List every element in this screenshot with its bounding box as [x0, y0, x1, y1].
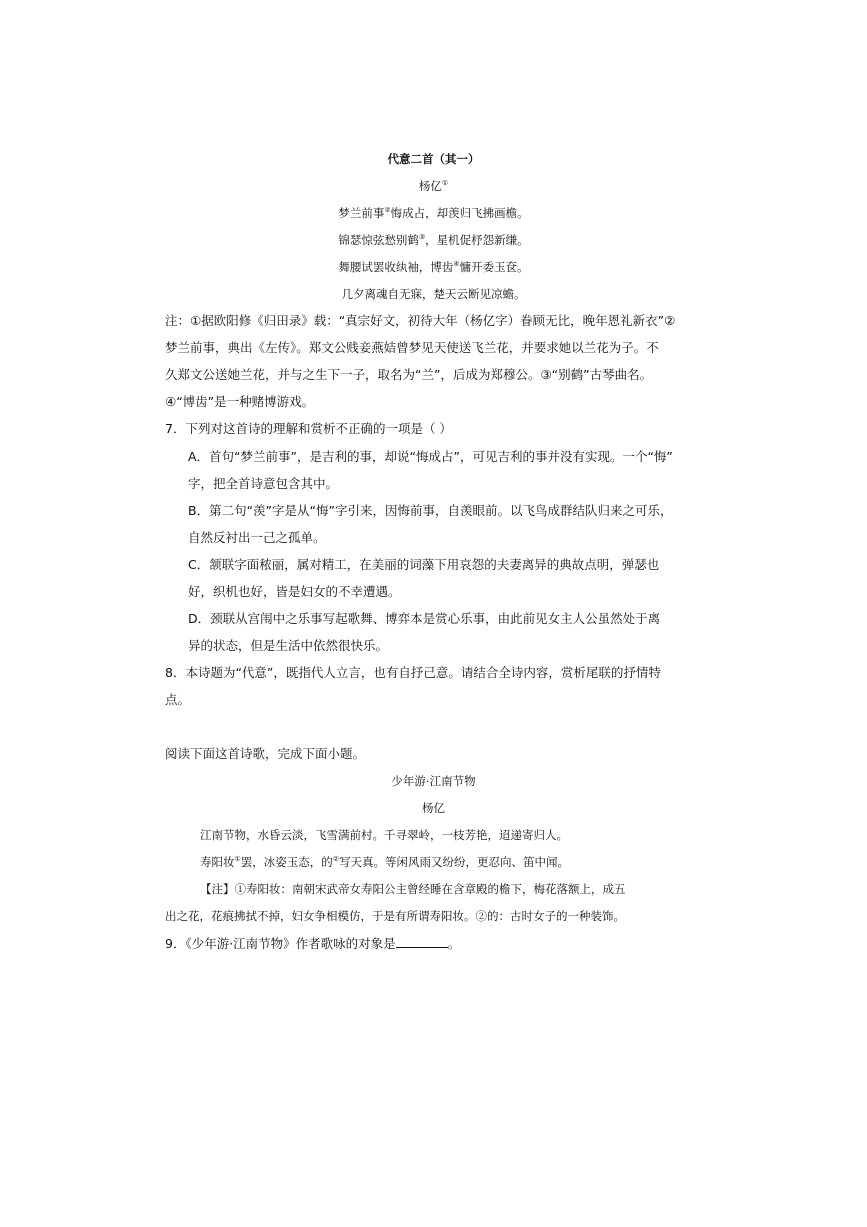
poem1-note: 久郑文公送她兰花，并与之生下一子，取名为“兰”，后成为郑穆公。③“别鹤”古琴曲名。	[165, 367, 653, 382]
poem-text: 寿阳妆	[200, 855, 235, 869]
poem-text: 写天真。等闲风雨又纷纷，更忍向、笛中闻。	[339, 855, 570, 869]
poem1-line	[0, 231, 867, 249]
poem1-line	[0, 285, 867, 303]
poem1-line	[0, 258, 867, 276]
poem2-note: 【注】①寿阳妆：南朝宋武帝女寿阳公主曾经睡在含章殿的檐下，梅花落额上，成五	[200, 882, 626, 896]
poem-text: 悔成占，却羡归飞拂画檐。	[390, 206, 529, 220]
q7-option-d: D．颈联从宫闱中之乐事写起歌舞、博弈本是赏心乐事，由此前见女主人公虽然处于离	[188, 611, 661, 626]
poem-note-mark: ②	[332, 855, 340, 864]
q7-option-d-cont: 异的状态，但是生活中依然很快乐。	[188, 638, 389, 653]
question-9-text: 9．《少年游·江南节物》作者歌咏的对象是	[165, 936, 396, 951]
poem-text: ，星机促杼怨新缣。	[425, 233, 529, 247]
poem-note-mark: ④	[453, 260, 460, 269]
q7-option-c: C．颔联字面秾丽，属对精工，在美丽的词藻下用哀怨的夫妻离异的典故点明，弹瑟也	[188, 557, 660, 572]
poem1-author: 杨亿	[418, 179, 442, 193]
question-8-cont: 点。	[165, 692, 191, 707]
poem-text: 几夕离魂自无寐，楚天云断见凉蟾。	[341, 287, 526, 301]
question-9-end: 。	[447, 936, 461, 951]
poem1-author-line	[0, 177, 867, 195]
question-9	[165, 934, 460, 953]
poem1-note: ④“博齿”是一种赌博游戏。	[165, 394, 315, 409]
q7-option-a-cont: 字，把全首诗意包含其中。	[188, 476, 339, 491]
poem-text: 锦瑟惊弦愁别鹤	[338, 233, 419, 247]
poem2-title: 少年游·江南节物	[391, 774, 476, 788]
poem2-note-cont: 出之花，花痕拂拭不掉，妇女争相模仿，于是有所谓寿阳妆。②的：古时女子的一种装饰。	[165, 909, 625, 923]
poem2-line2	[200, 853, 569, 871]
poem-text: 梦兰前事	[338, 206, 385, 220]
poem-text: 罢，冰姿玉态，的	[240, 855, 333, 869]
section2-intro: 阅读下面这首诗歌，完成下面小题。	[165, 746, 366, 761]
question-7-stem: 7．下列对这首诗的理解和赏析不正确的一项是（ ）	[165, 421, 452, 436]
q7-option-b: B．第二句“羡”字是从“悔”字引来，因悔前事，自羡眼前。以飞鸟成群结队归来之可乐，	[188, 503, 673, 518]
poem1-line	[0, 204, 867, 222]
q7-option-c-cont: 好，织机也好，皆是妇女的不幸遭遇。	[188, 584, 401, 599]
q7-option-a: A．首句“梦兰前事”，是吉利的事，却说“悔成占”，可见吉利的事并没有实现。一个“悔”	[188, 449, 673, 464]
poem2-line1: 江南节物，水昏云淡，飞雪满前村。千寻翠岭，一枝芳艳，迢递寄归人。	[200, 828, 568, 842]
poem2-author: 杨亿	[422, 801, 445, 815]
poem-note-mark: ②	[384, 206, 391, 215]
poem1-note: 梦兰前事，典出《左传》。郑文公贱妾燕姞曾梦见天使送飞兰花，并要求她以兰花为子。不	[165, 340, 659, 355]
q7-option-b-cont: 自然反衬出一己之孤单。	[188, 530, 326, 545]
answer-blank[interactable]	[396, 934, 448, 948]
poem1-note: 注：①据欧阳修《归田录》载：“真宗好文，初待大年（杨亿字）眷顾无比，晚年恩礼新衣”②	[165, 313, 676, 328]
poem1-title: 代意二首（其一）	[387, 152, 480, 166]
poem-text: 舞腰试罢收纨袖，博齿	[338, 260, 454, 274]
poem-note-mark: ①	[234, 855, 241, 864]
poem1-author-note: ①	[441, 179, 449, 188]
question-8: 8．本诗题为“代意”，既指代人立言，也有自抒己意。请结合全诗内容，赏析尾联的抒情特	[165, 665, 661, 680]
poem-note-mark: ③	[418, 233, 426, 242]
poem-text: 慵开委玉奁。	[459, 260, 529, 274]
